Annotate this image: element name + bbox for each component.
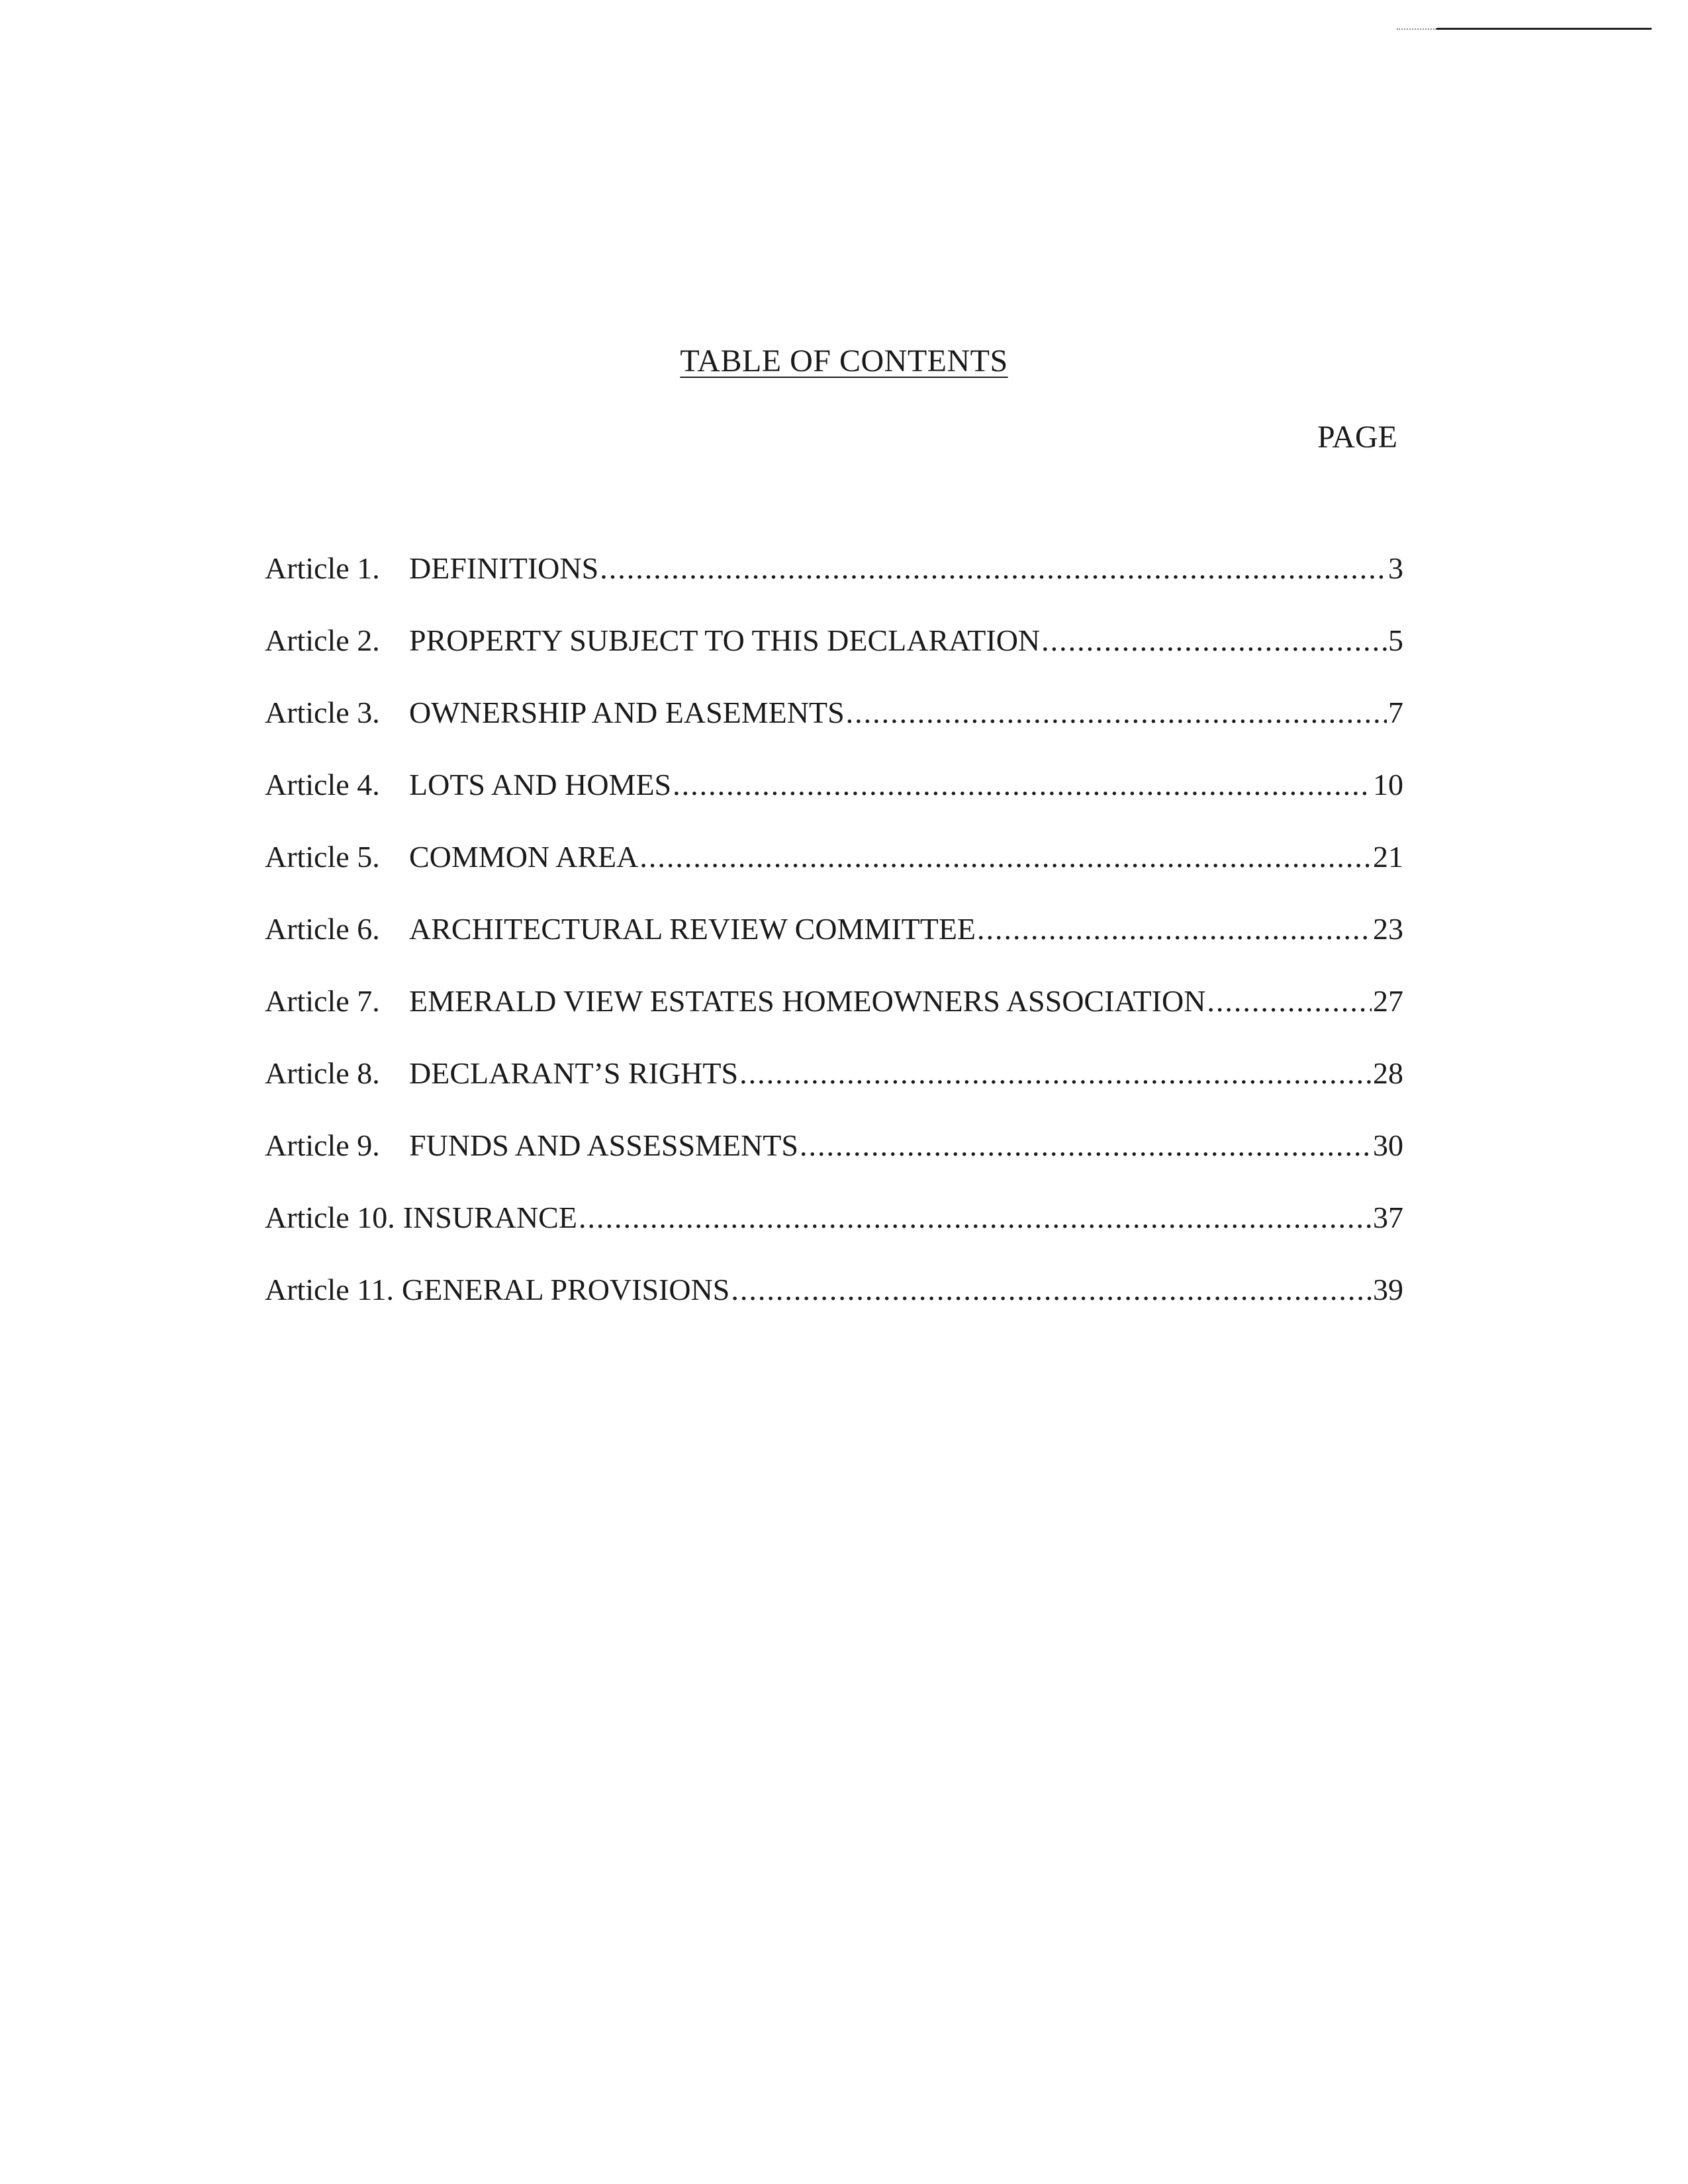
toc-entry-page: 23	[1373, 912, 1403, 946]
toc-entry-article-1	[265, 551, 1403, 623]
toc-entry-title: LOTS AND HOMES	[409, 768, 672, 801]
toc-dot-leader	[731, 1272, 1372, 1307]
toc-entry-article-5	[265, 839, 1403, 911]
toc-dot-leader	[673, 767, 1372, 802]
toc-entry-number: Article 3.	[265, 696, 380, 729]
toc-entry-title: PROPERTY SUBJECT TO THIS DECLARATION	[409, 623, 1041, 657]
toc-entry-number: Article 10.	[265, 1201, 395, 1234]
toc-entry-article-11	[265, 1272, 1403, 1344]
toc-entry-title: COMMON AREA	[409, 840, 639, 874]
toc-dot-leader	[846, 695, 1387, 730]
toc-entry-page: 10	[1373, 768, 1403, 801]
toc-entry-number: Article 11.	[265, 1273, 395, 1306]
toc-entry-page: 21	[1373, 840, 1403, 874]
toc-entry-article-2	[265, 623, 1403, 695]
toc-entry-article-9	[265, 1128, 1403, 1200]
toc-entry-number: Article 2.	[265, 623, 380, 657]
toc-dot-leader	[600, 551, 1387, 586]
toc-entry-title: GENERAL PROVISIONS	[402, 1273, 730, 1306]
toc-entry-page: 28	[1373, 1056, 1403, 1090]
toc-dot-leader	[1207, 983, 1372, 1019]
toc-entry-title: EMERALD VIEW ESTATES HOMEOWNERS ASSOCIATION	[409, 984, 1206, 1018]
toc-entry-page: 30	[1373, 1128, 1403, 1162]
toc-entry-article-4	[265, 767, 1403, 839]
toc-entry-article-10	[265, 1200, 1403, 1272]
toc-entry-title: FUNDS AND ASSESSMENTS	[409, 1128, 798, 1162]
toc-entry-title: ARCHITECTURAL REVIEW COMMITTEE	[409, 912, 976, 946]
toc-dot-leader	[1041, 623, 1387, 658]
toc-title	[0, 343, 1688, 379]
toc-entry-page: 7	[1388, 696, 1403, 729]
toc-entry-number: Article 9.	[265, 1128, 380, 1162]
scan-artifact-dots	[1397, 28, 1436, 30]
toc-entry-article-7	[265, 983, 1403, 1056]
page-column-heading: PAGE	[1317, 420, 1397, 455]
toc-list	[265, 551, 1403, 1344]
toc-entry-page: 39	[1373, 1273, 1403, 1306]
toc-entry-number: Article 7.	[265, 984, 380, 1018]
toc-entry-number: Article 1.	[265, 551, 380, 585]
toc-dot-leader	[639, 839, 1372, 874]
toc-dot-leader	[800, 1128, 1372, 1163]
toc-dot-leader	[739, 1056, 1372, 1091]
toc-entry-title: OWNERSHIP AND EASEMENTS	[409, 696, 845, 729]
toc-entry-title: DEFINITIONS	[409, 551, 599, 585]
toc-entry-number: Article 5.	[265, 840, 380, 874]
toc-entry-article-8	[265, 1056, 1403, 1128]
toc-entry-number: Article 6.	[265, 912, 380, 946]
toc-dot-leader	[579, 1200, 1372, 1235]
toc-dot-leader	[977, 911, 1372, 946]
toc-title-text: TABLE OF CONTENTS	[680, 343, 1008, 379]
toc-entry-title: DECLARANT’S RIGHTS	[409, 1056, 739, 1090]
toc-entry-number: Article 8.	[265, 1056, 380, 1090]
toc-entry-title: INSURANCE	[402, 1201, 577, 1234]
toc-entry-article-3	[265, 695, 1403, 767]
scan-artifact-line	[1436, 28, 1652, 30]
toc-entry-page: 5	[1388, 623, 1403, 657]
toc-entry-page: 27	[1373, 984, 1403, 1018]
toc-entry-page: 37	[1373, 1201, 1403, 1234]
toc-entry-page: 3	[1388, 551, 1403, 585]
toc-entry-number: Article 4.	[265, 768, 380, 801]
toc-entry-article-6	[265, 911, 1403, 983]
